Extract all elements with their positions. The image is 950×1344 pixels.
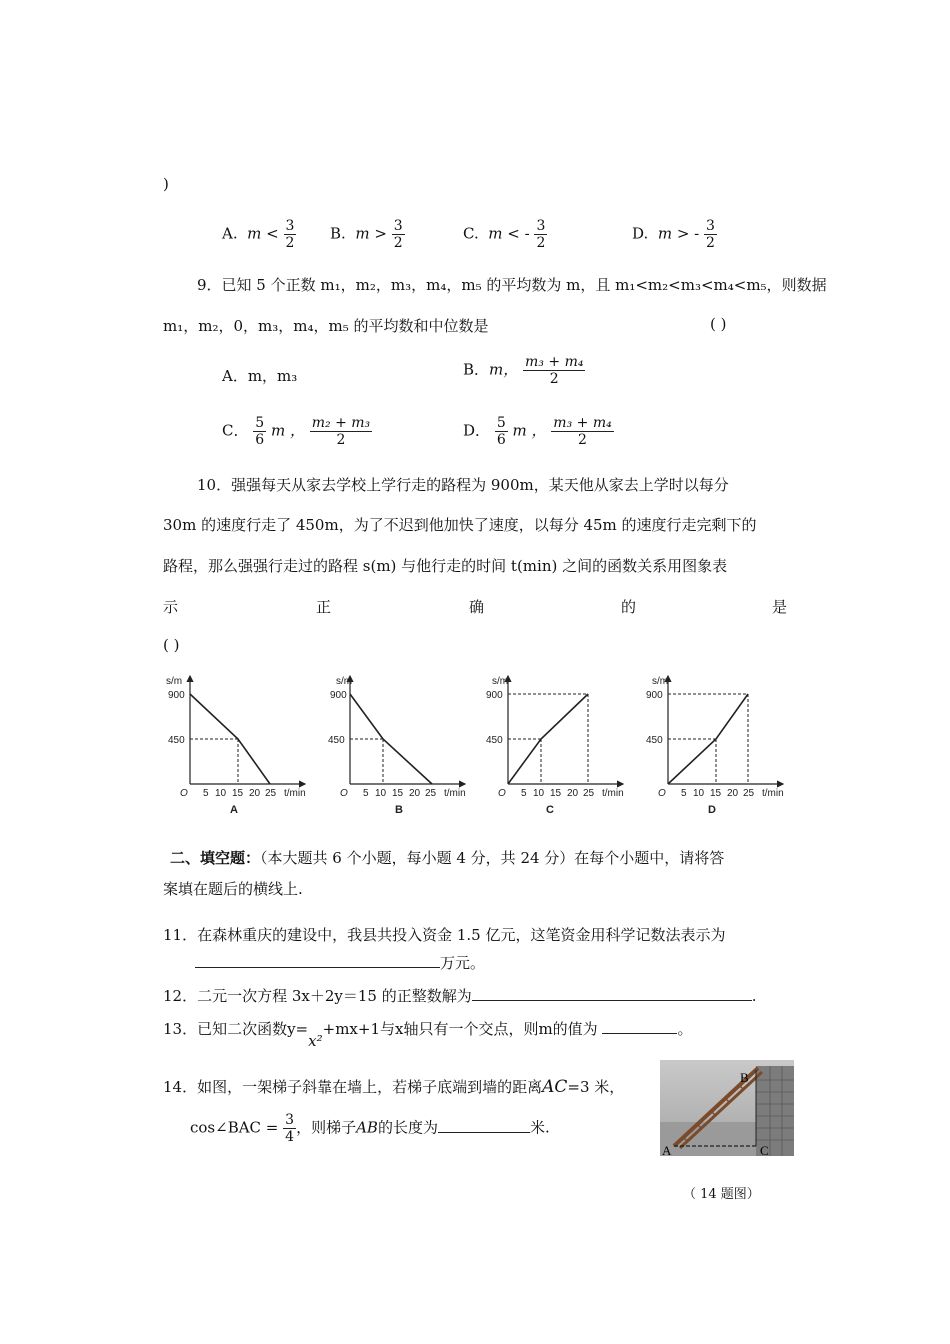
graph-b-xtick: 25 [425,788,437,799]
q9-option-b: B．m， $\frac{\text{m₃ + m₄}}{2}$ [463,354,584,388]
graph-d-xlabel: t/min [762,788,784,799]
graph-b-xlabel: t/min [444,788,466,799]
graph-d [646,676,784,816]
q14-label-c: C [760,1143,769,1156]
section2-title: 二、填空题： [170,849,261,867]
q14-caption: （ 14 题图） [683,1187,760,1202]
q10-answer-paren: ( ) [163,636,180,654]
graph-b-xtick: 10 [375,788,387,799]
graph-c [486,676,624,816]
graph-b-origin: O [340,788,348,799]
q14-line2: cos∠BAC = $\frac{3}{4}$ ，则梯子AB的长度为 米. [190,1112,550,1146]
graph-c-xlabel: t/min [602,788,624,799]
graph-a-ytick-900: 900 [168,690,185,701]
q9-line2: m₁，m₂，0，m₃，m₄，m₅ 的平均数和中位数是 [163,317,489,335]
graph-d-xtick: 25 [743,788,755,799]
q10-line2: 30m 的速度行走了 450m，为了不迟到他加快了速度，以每分 45m 的速度行走完剩下的 [163,516,757,534]
q9-option-c: C． $\frac{5}{6}$ m ， $\frac{\text{m₂ + m₃}}{2}$ [222,415,371,449]
graph-c-xtick: 5 [521,788,527,799]
graph-b-xtick: 20 [409,788,421,799]
q8-option-a: A. m < $\frac{3}{2}$ [222,218,295,252]
q14-label-b: B [740,1070,749,1085]
graph-a-xtick: 5 [203,788,209,799]
q13-answer-blank [602,1019,677,1034]
graph-d-xtick: 15 [710,788,722,799]
graph-a-xtick: 20 [249,788,261,799]
q11-line1: 11．在森林重庆的建设中，我县共投入资金 1.5 亿元，这笔资金用科学记数法表示为 [163,926,726,944]
graph-c-ylabel: s/m [492,676,509,687]
q14-line1: 14．如图，一架梯子斜靠在墙上，若梯子底端到墙的距离AC=3 米， [163,1077,625,1097]
graph-c-ytick-900: 900 [486,690,503,701]
graph-d-ytick-900: 900 [646,690,663,701]
graph-d-ylabel: s/m [652,676,669,687]
graph-a-xtick: 10 [215,788,227,799]
graph-a-xtick: 15 [232,788,244,799]
graph-d-origin: O [658,788,666,799]
graph-c-xtick: 10 [533,788,545,799]
q10-spread-1: 示 [163,598,179,616]
q9-line1: 9．已知 5 个正数 m₁，m₂，m₃，m₄，m₅ 的平均数为 m，且 m₁<m₂<m₃<m₄<m₅，则数据 [197,276,827,294]
q13-line: 13．已知二次函数y=x²+mx+1与x轴只有一个交点，则m的值为 。 [163,1020,693,1050]
q11-answer-blank [195,953,440,968]
graph-d-xtick: 5 [681,788,687,799]
graph-b-label: B [395,804,403,816]
q9-answer-paren: ( ) [710,315,727,333]
q8-bracket: ) [163,175,169,193]
graph-b [328,676,466,816]
graph-b-xtick: 15 [392,788,404,799]
graph-b-ytick-900: 900 [330,690,347,701]
q12-line: 12．二元一次方程 3x＋2y＝15 的正整数解为 . [163,987,757,1005]
q13-x-squared: x² [308,1032,323,1050]
q10-line1: 10．强强每天从家去学校上学行走的路程为 900m，某天他从家去上学时以每分 [197,476,729,494]
q8-option-d: D. m > - $\frac{3}{2}$ [632,218,715,252]
q12-answer-blank [472,986,752,1001]
graph-a [166,676,306,816]
graph-d-xtick: 10 [693,788,705,799]
graph-c-origin: O [498,788,506,799]
graph-c-ytick-450: 450 [486,735,503,746]
q10-spread-2: 正 [316,598,332,616]
graph-a-ylabel: s/m [166,676,183,687]
q10-spread-4: 的 [621,598,637,616]
graph-a-xtick: 25 [265,788,277,799]
q10-graphs [160,668,800,818]
q14-ladder-figure [660,1060,794,1156]
graph-d-ytick-450: 450 [646,735,663,746]
q9-option-a: A．m，m₃ [222,367,298,385]
graph-c-xtick: 20 [567,788,579,799]
q14-label-a: A [662,1143,672,1156]
section2-header [170,847,724,868]
q10-spread-5: 是 [772,598,788,616]
q8-option-c: C. m < - $\frac{3}{2}$ [463,218,546,252]
q11-line2: 万元。 [195,952,485,973]
graph-c-xtick: 15 [550,788,562,799]
graph-a-ytick-450: 450 [168,735,185,746]
graph-a-xlabel: t/min [284,788,306,799]
q10-line3: 路程，那么强强行走过的路程 s(m) 与他行走的时间 t(min) 之间的函数关系用图象表 [163,557,728,575]
section2-desc2: 案填在题后的横线上. [163,880,303,898]
graph-b-ytick-450: 450 [328,735,345,746]
graph-a-label: A [230,804,238,816]
graph-a-origin: O [180,788,188,799]
graph-c-xtick: 25 [583,788,595,799]
graph-d-label: D [708,804,716,816]
q9-option-d: D． $\frac{5}{6}$ m ， $\frac{\text{m₃ + m₄}}{2}$ [463,415,612,449]
graph-b-xtick: 5 [363,788,369,799]
q10-spread-3: 确 [469,598,485,616]
section2-desc: （本大题共 6 个小题，每小题 4 分，共 24 分）在每个小题中，请将答 [260,849,725,867]
graph-d-xtick: 20 [727,788,739,799]
graph-c-label: C [546,804,554,816]
graph-b-ylabel: s/m [336,676,353,687]
q8-option-b: B. m > $\frac{3}{2}$ [330,218,403,252]
q14-answer-blank [438,1118,530,1133]
